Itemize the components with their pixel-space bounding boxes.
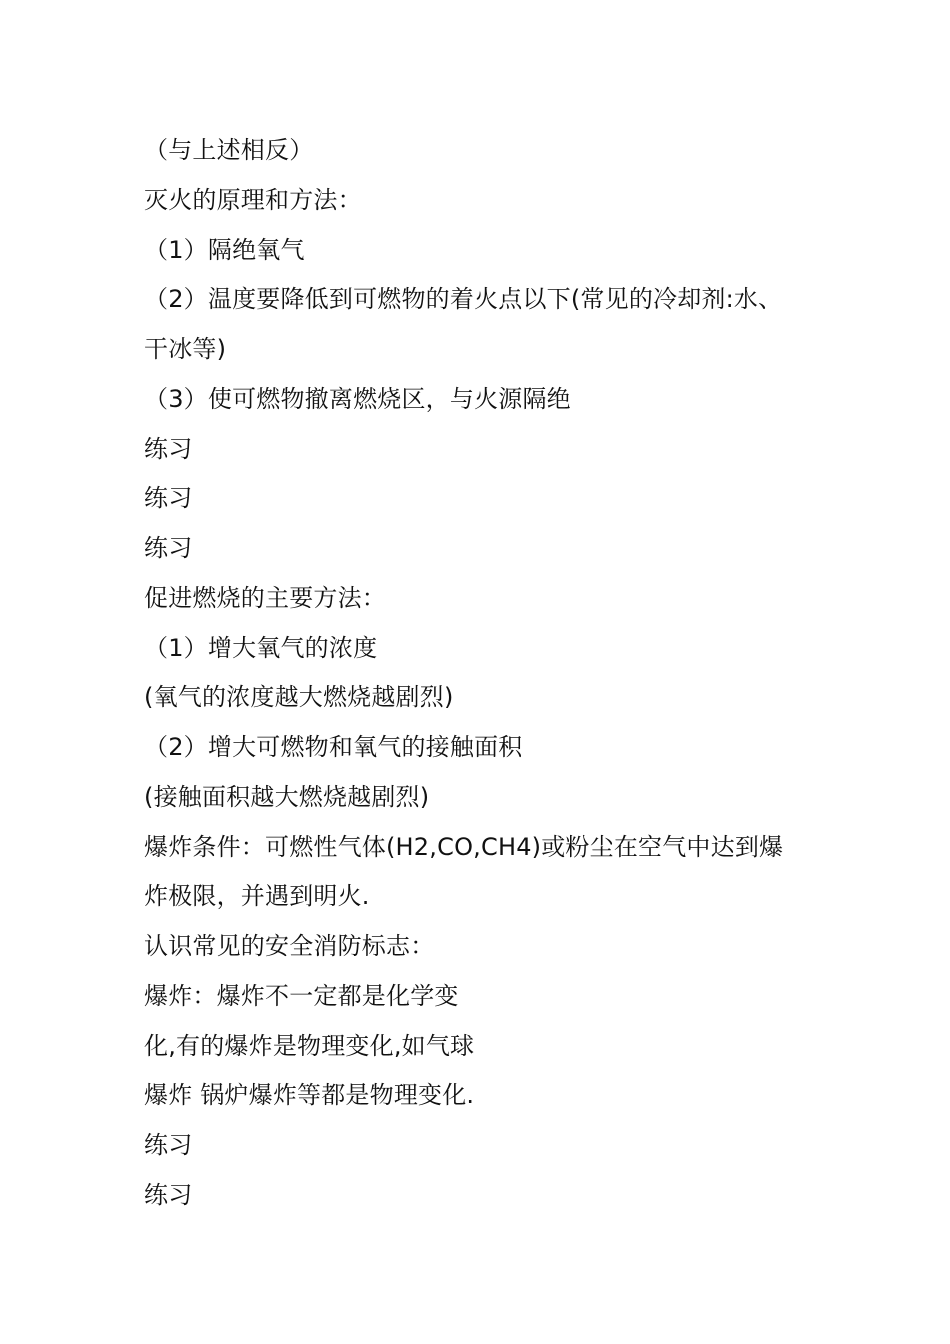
section-heading: 认识常见的安全消防标志： xyxy=(144,932,435,960)
section-heading: 促进燃烧的主要方法： xyxy=(144,583,386,612)
list-item: （3）使可燃物撤离燃烧区，与火源隔绝 xyxy=(144,384,571,413)
section-heading: 灭火的原理和方法： xyxy=(144,185,362,214)
text-line: （与上述相反） xyxy=(144,136,314,164)
text-line-continuation: 化,有的爆炸是物理变化,如气球 xyxy=(144,1031,475,1060)
text-line: 爆炸：爆炸不一定都是化学变 xyxy=(144,981,459,1010)
text-line-continuation: 爆炸 锅炉爆炸等都是物理变化. xyxy=(144,1081,475,1110)
exercise-label: 练习 xyxy=(144,484,193,513)
list-item: （1）增大氧气的浓度 xyxy=(144,633,378,662)
exercise-label: 练习 xyxy=(144,1180,193,1209)
exercise-label: 练习 xyxy=(144,1131,193,1159)
text-line: 爆炸条件：可燃性气体(H2,CO,CH4)或粉尘在空气中达到爆 xyxy=(144,832,784,861)
text-line-continuation: 炸极限，并遇到明火. xyxy=(144,882,370,911)
note-line: (氧气的浓度越大燃烧越剧烈) xyxy=(144,683,454,712)
list-item: （2）温度要降低到可燃物的着火点以下(常见的冷却剂:水、 xyxy=(144,285,783,314)
document-body xyxy=(144,126,824,1221)
list-item: （1）隔绝氧气 xyxy=(144,235,305,264)
exercise-label: 练习 xyxy=(144,434,193,463)
note-line: (接触面积越大燃烧越剧烈) xyxy=(144,782,430,811)
exercise-label: 练习 xyxy=(144,534,193,562)
list-item-continuation: 干冰等) xyxy=(144,335,227,363)
list-item: （2）增大可燃物和氧气的接触面积 xyxy=(144,733,523,761)
